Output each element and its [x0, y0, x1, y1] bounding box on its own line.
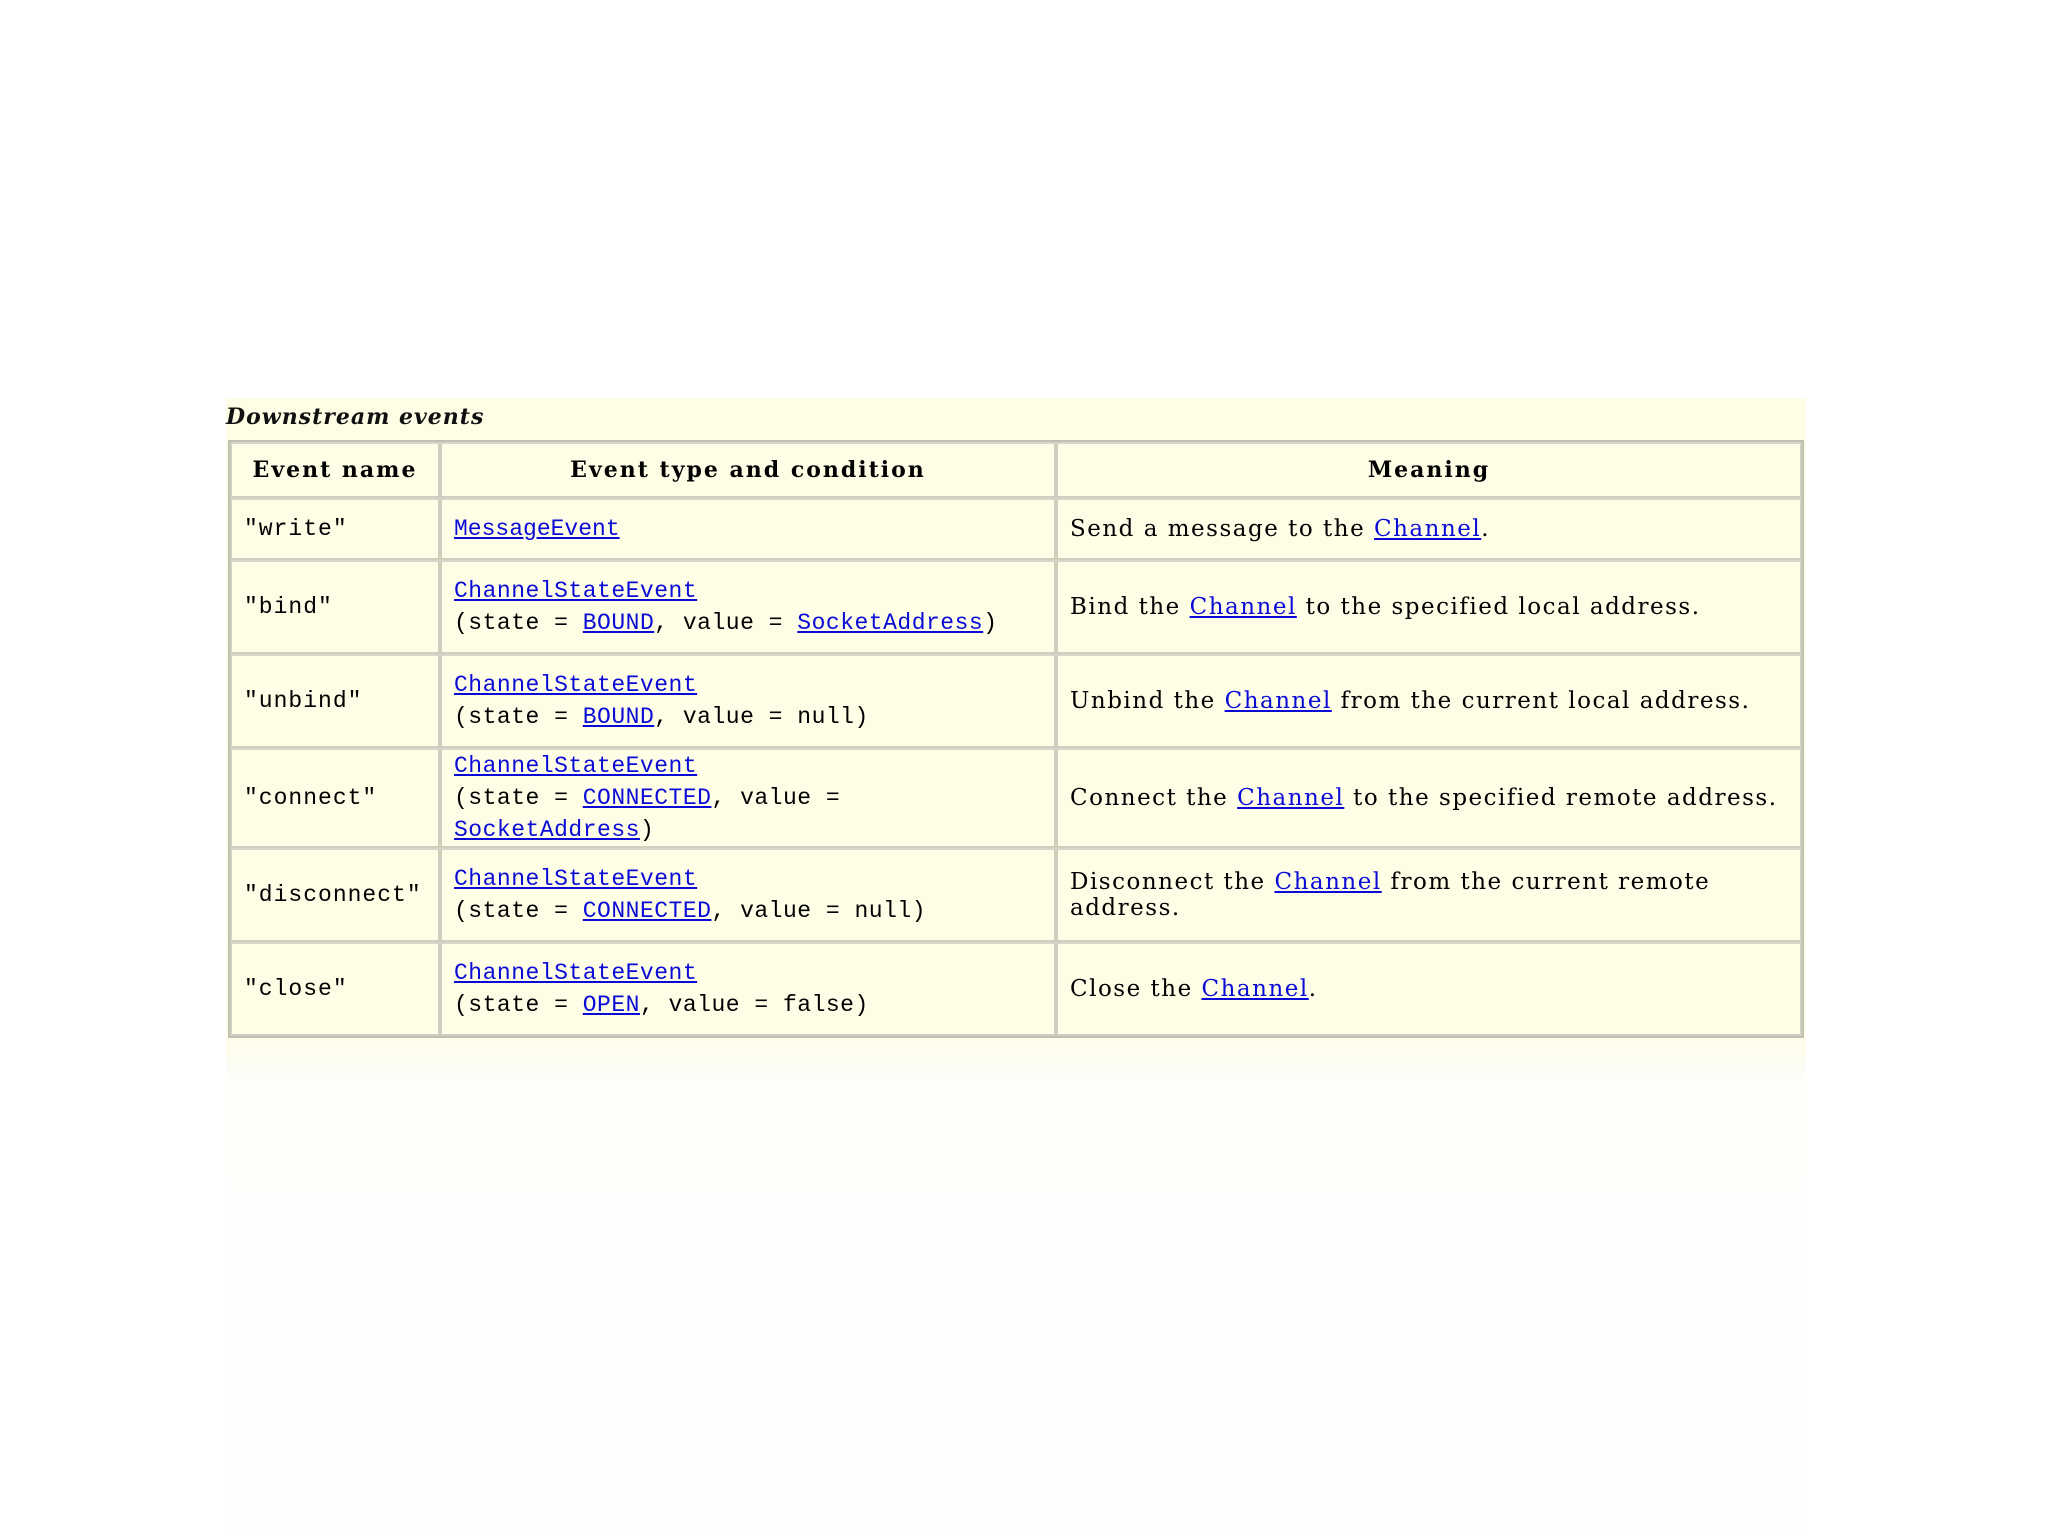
meaning-text: Disconnect the: [1070, 869, 1275, 895]
event-name-cell: "unbind": [230, 654, 440, 748]
table-row: [230, 560, 1802, 654]
channel-state-event-link[interactable]: ChannelStateEvent: [454, 960, 698, 986]
condition-middle: , value = null): [711, 898, 927, 924]
meaning-cell: [1056, 498, 1802, 560]
channel-state-event-link[interactable]: ChannelStateEvent: [454, 753, 698, 779]
table-row: [230, 848, 1802, 942]
table-row: [230, 942, 1802, 1036]
channel-link[interactable]: Channel: [1237, 785, 1345, 811]
table-row: [230, 748, 1802, 848]
channel-state-event-link[interactable]: ChannelStateEvent: [454, 578, 698, 604]
state-connected-link[interactable]: CONNECTED: [582, 785, 712, 811]
event-name-cell: "write": [230, 498, 440, 560]
event-name-cell: "close": [230, 942, 440, 1036]
meaning-text: .: [1308, 976, 1318, 1002]
condition-prefix: (state =: [454, 898, 583, 924]
channel-link[interactable]: Channel: [1201, 976, 1309, 1002]
event-type-cell: [440, 748, 1056, 848]
condition-text: [454, 701, 1042, 733]
meaning-text: .: [1481, 516, 1491, 542]
condition-text: [454, 895, 1042, 927]
condition-prefix: (state =: [454, 992, 583, 1018]
condition-prefix: (state =: [454, 785, 583, 811]
event-name-cell: "bind": [230, 560, 440, 654]
meaning-cell: [1056, 654, 1802, 748]
condition-suffix: ): [983, 610, 998, 636]
table-row: [230, 498, 1802, 560]
event-type-cell: [440, 942, 1056, 1036]
condition-text: [454, 782, 1042, 846]
channel-link[interactable]: Channel: [1224, 688, 1332, 714]
condition-text: [454, 989, 1042, 1021]
socket-address-link[interactable]: SocketAddress: [797, 610, 984, 636]
channel-link[interactable]: Channel: [1274, 869, 1382, 895]
state-connected-link[interactable]: CONNECTED: [582, 898, 712, 924]
condition-prefix: (state =: [454, 704, 583, 730]
meaning-cell: [1056, 942, 1802, 1036]
condition-text: [454, 607, 1042, 639]
meaning-text: to the specified remote address.: [1344, 785, 1778, 811]
state-bound-link[interactable]: BOUND: [582, 610, 655, 636]
header-meaning: Meaning: [1056, 442, 1802, 498]
header-row: [230, 442, 1802, 498]
table-caption: Downstream events: [226, 404, 485, 430]
condition-middle: , value = null): [654, 704, 869, 730]
meaning-cell: [1056, 848, 1802, 942]
header-event-type: Event type and condition: [440, 442, 1056, 498]
channel-link[interactable]: Channel: [1189, 594, 1297, 620]
meaning-text: Close the: [1070, 976, 1202, 1002]
condition-suffix: ): [639, 817, 655, 843]
meaning-text: Bind the: [1070, 594, 1190, 620]
event-type-cell: [440, 848, 1056, 942]
event-type-cell: [440, 560, 1056, 654]
socket-address-link[interactable]: SocketAddress: [454, 817, 640, 843]
condition-prefix: (state =: [454, 610, 583, 636]
channel-state-event-link[interactable]: ChannelStateEvent: [454, 672, 698, 698]
meaning-text: from the current remote address.: [1070, 869, 1711, 921]
meaning-cell: [1056, 560, 1802, 654]
channel-state-event-link[interactable]: ChannelStateEvent: [454, 866, 698, 892]
meaning-text: from the current local address.: [1331, 688, 1751, 714]
channel-link[interactable]: Channel: [1374, 516, 1482, 542]
condition-middle: , value = false): [639, 992, 869, 1018]
state-bound-link[interactable]: BOUND: [582, 704, 655, 730]
state-open-link[interactable]: OPEN: [582, 992, 640, 1018]
condition-middle: , value =: [654, 610, 798, 636]
table-row: [230, 654, 1802, 748]
event-type-cell: [440, 654, 1056, 748]
downstream-events-table: [228, 440, 1804, 1038]
meaning-cell: [1056, 748, 1802, 848]
event-name-cell: "disconnect": [230, 848, 440, 942]
message-event-link[interactable]: MessageEvent: [454, 516, 620, 542]
condition-middle: , value =: [711, 785, 841, 811]
meaning-text: Send a message to the: [1070, 516, 1375, 542]
meaning-text: Connect the: [1070, 785, 1238, 811]
event-type-cell: [440, 498, 1056, 560]
meaning-text: Unbind the: [1070, 688, 1225, 714]
meaning-text: to the specified local address.: [1296, 594, 1701, 620]
header-event-name: Event name: [230, 442, 440, 498]
event-name-cell: "connect": [230, 748, 440, 848]
